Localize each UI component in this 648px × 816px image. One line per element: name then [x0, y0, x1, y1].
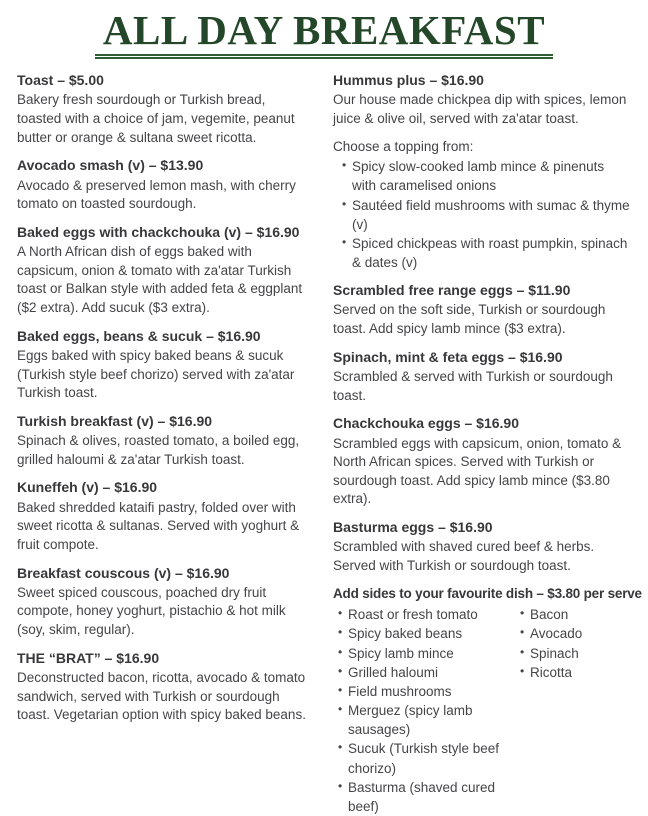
toppings-list — [333, 157, 631, 272]
sides-heading: Add sides to your favourite dish – $3.80 per serve — [333, 585, 642, 601]
menu-item-heading: Avocado smash (v) – $13.90 — [17, 157, 204, 174]
menu-item-description: Eggs baked with spicy baked beans & sucuk (Turkish style beef chorizo) served with za'atar Turkish toast. — [17, 347, 295, 401]
topping-item: • Spicy slow-cooked lamb mince & pinenuts with caramelised onions — [342, 157, 631, 195]
menu-item-heading: Spinach, mint & feta eggs – $16.90 — [333, 348, 563, 365]
menu-item-heading: Chackchouka eggs – $16.90 — [333, 415, 519, 432]
side-item: • Avocado — [520, 624, 631, 643]
menu-item-heading: Baked eggs with chackchouka (v) – $16.90 — [17, 223, 300, 240]
menu-item-the-brat — [17, 649, 310, 725]
menu-item-description: Served on the soft side, Turkish or sourdough toast. Add spicy lamb mince ($3 extra). — [333, 302, 606, 337]
side-item: • Roast or fresh tomato — [338, 605, 515, 624]
side-item: • Basturma (shaved cured beef) — [338, 778, 515, 816]
side-item: • Spicy lamb mince — [338, 644, 515, 663]
sides-section — [333, 585, 642, 816]
menu-item-description: Bakery fresh sourdough or Turkish bread, toasted with a choice of jam, vegemite, peanut butter or orange & sultana sweet ricotta. — [17, 92, 295, 145]
menu-item-heading: Baked eggs, beans & sucuk – $16.90 — [17, 327, 261, 344]
menu-item-heading: Toast – $5.00 — [17, 72, 104, 88]
menu-item-turkish-breakfast — [17, 412, 310, 470]
side-item: • Field mushrooms — [338, 682, 515, 701]
side-item: • Spinach — [520, 644, 631, 663]
menu-item-description: Scrambled & served with Turkish or sourdough toast. — [333, 369, 613, 403]
menu-header — [17, 7, 631, 59]
menu-item-description: Spinach & olives, roasted tomato, a boiled egg, grilled haloumi & za'atar Turkish toast. — [17, 433, 300, 467]
menu-item-baked-eggs-beans-sucuk — [17, 327, 310, 403]
menu-item-heading: Kuneffeh (v) – $16.90 — [17, 479, 158, 496]
menu-item-breakfast-couscous — [17, 564, 310, 640]
menu-item-description: Scrambled eggs with capsicum, onion, tomato & North African spices. Served with Turkish or sourdough toast. Add spicy lamb mince ($3.80 extra). — [333, 435, 622, 507]
menu-item-heading: THE “BRAT” – $16.90 — [17, 649, 160, 666]
right-column — [333, 71, 642, 816]
menu-item-kuneffeh — [17, 478, 310, 554]
menu-item-chackchouka-eggs — [333, 414, 631, 509]
menu-item-description: Scrambled with shaved cured beef & herbs. Served with Turkish or sourdough toast. — [333, 539, 595, 573]
toppings-section — [333, 138, 631, 273]
menu-item-spinach-mint-feta-eggs — [333, 348, 631, 406]
menu-item-description: Baked shredded kataifi pastry, folded over with sweet ricotta & sultanas. Served with yoghurt & fruit compote. — [17, 499, 300, 552]
menu-item-description: Avocado & preserved lemon mash, with cherry tomato on toasted sourdough. — [17, 177, 296, 212]
menu-item-heading: Basturma eggs – $16.90 — [333, 519, 493, 536]
side-item: • Spicy baked beans — [338, 624, 515, 643]
topping-item: • Spiced chickpeas with roast pumpkin, spinach & dates (v) — [342, 234, 631, 272]
menu-item-description: Deconstructed bacon, ricotta, avocado & tomato sandwich, served with Turkish or sourdough toast. Vegetarian option with spicy baked beans. — [17, 670, 306, 723]
page-title: ALL DAY BREAKFAST — [95, 10, 553, 59]
sides-columns — [333, 605, 631, 816]
menu-item-heading: Scrambled free range eggs – $11.90 — [333, 282, 571, 299]
menu-item-avocado-smash — [17, 156, 310, 214]
menu-item-description: Our house made chickpea dip with spices, lemon juice & olive oil, served with za'atar toast. — [333, 92, 627, 126]
menu-item-description: Sweet spiced couscous, poached dry fruit compote, honey yoghurt, pistachio & hot milk (soy, skim, regular). — [17, 584, 286, 638]
menu-item-baked-eggs-chackchouka — [17, 223, 310, 318]
menu-columns — [17, 71, 642, 816]
side-item: • Grilled haloumi — [338, 663, 515, 682]
menu-item-heading: Breakfast couscous (v) – $16.90 — [17, 564, 230, 581]
side-item: • Merguez (spicy lamb sausages) — [338, 701, 515, 739]
topping-item: • Sautéed field mushrooms with sumac & thyme (v) — [342, 196, 631, 234]
left-column — [17, 71, 310, 816]
sides-list-right — [515, 605, 631, 816]
menu-item-hummus-plus — [333, 71, 631, 129]
sides-list-left — [333, 605, 515, 816]
toppings-intro: Choose a topping from: — [333, 138, 474, 154]
side-item: • Bacon — [520, 605, 631, 624]
menu-item-scrambled-free-range-eggs — [333, 281, 631, 339]
side-item: • Ricotta — [520, 663, 631, 682]
menu-item-heading: Turkish breakfast (v) – $16.90 — [17, 412, 213, 429]
menu-item-toast — [17, 71, 310, 147]
menu-item-description: A North African dish of eggs baked with capsicum, onion & tomato with za'atar Turkish toast or Balkan style with added feta & eggplant ($2 extra). Add sucuk ($3 extra). — [17, 244, 303, 315]
side-item: • Sucuk (Turkish style beef chorizo) — [338, 739, 515, 777]
menu-item-basturma-eggs — [333, 518, 631, 576]
menu-item-heading: Hummus plus – $16.90 — [333, 72, 484, 88]
